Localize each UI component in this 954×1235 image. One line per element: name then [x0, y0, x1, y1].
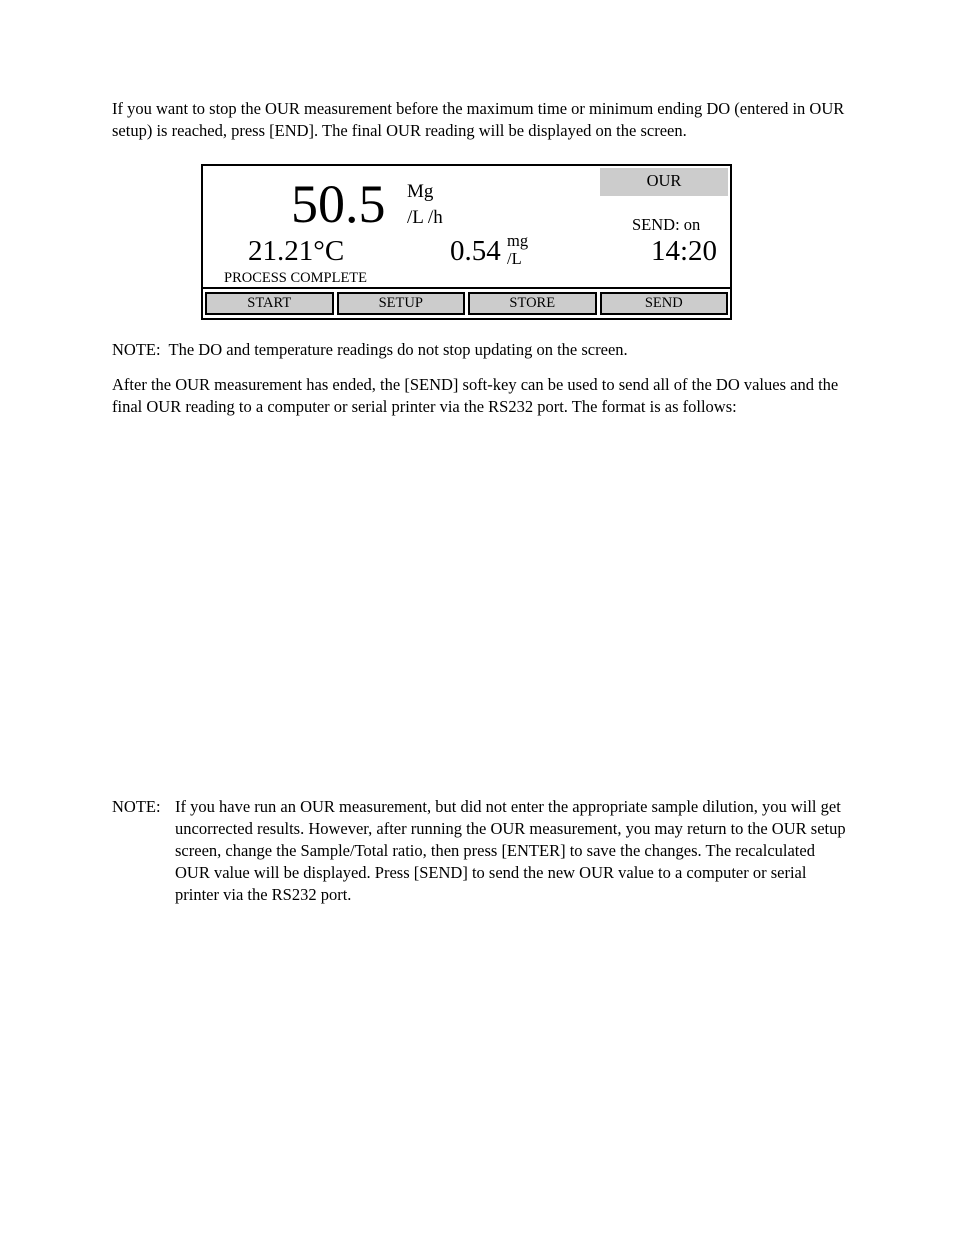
- setup-softkey[interactable]: SETUP: [337, 292, 466, 315]
- after-paragraph: After the OUR measurement has ended, the [SEND] soft-key can be used to send all of the DO values and the final OUR reading to a computer or serial printer via the RS232 port. The format is as follows:: [112, 375, 839, 416]
- note-label: NOTE:: [112, 797, 161, 816]
- our-reading-value: 50.5: [291, 174, 386, 234]
- start-softkey[interactable]: START: [205, 292, 334, 315]
- intro-paragraph: If you want to stop the OUR measurement before the maximum time or minimum ending DO (entered in OUR setup) is reached, press [END]. The final OUR reading will be displayed on the screen.: [112, 99, 845, 140]
- do-unit-top: mg: [507, 231, 529, 250]
- our-reading-unit-top: Mg: [407, 181, 434, 202]
- meter-display: [201, 164, 732, 320]
- store-softkey[interactable]: STORE: [468, 292, 597, 315]
- do-unit-bottom: /L: [507, 249, 522, 268]
- softkey-bar: [201, 287, 732, 320]
- send-softkey[interactable]: SEND: [600, 292, 729, 315]
- temperature-reading: 21.21°C: [248, 235, 345, 267]
- lcd-screen: [201, 164, 732, 289]
- process-status: PROCESS COMPLETE: [224, 270, 368, 286]
- note-sample-dilution: [112, 796, 847, 906]
- note-body: If you have run an OUR measurement, but did not enter the appropriate sample dilution, you will get uncorrected results. However, after running the OUR measurement, you may return to the OUR setup screen, change the Sample/Total ratio, then press [ENTER] to save the changes. The recalculated OUR value will be displayed. Press [SEND] to send the new OUR value to a computer or serial printer via the RS232 port.: [175, 797, 846, 904]
- send-status: SEND: on: [632, 215, 701, 234]
- clock-time: 14:20: [651, 235, 718, 267]
- do-reading-value: 0.54: [450, 235, 501, 267]
- our-reading-unit-bottom: /L /h: [407, 207, 443, 228]
- note-display-updating: NOTE: The DO and temperature readings do not stop updating on the screen.: [112, 340, 628, 359]
- mode-indicator: OUR: [600, 168, 728, 196]
